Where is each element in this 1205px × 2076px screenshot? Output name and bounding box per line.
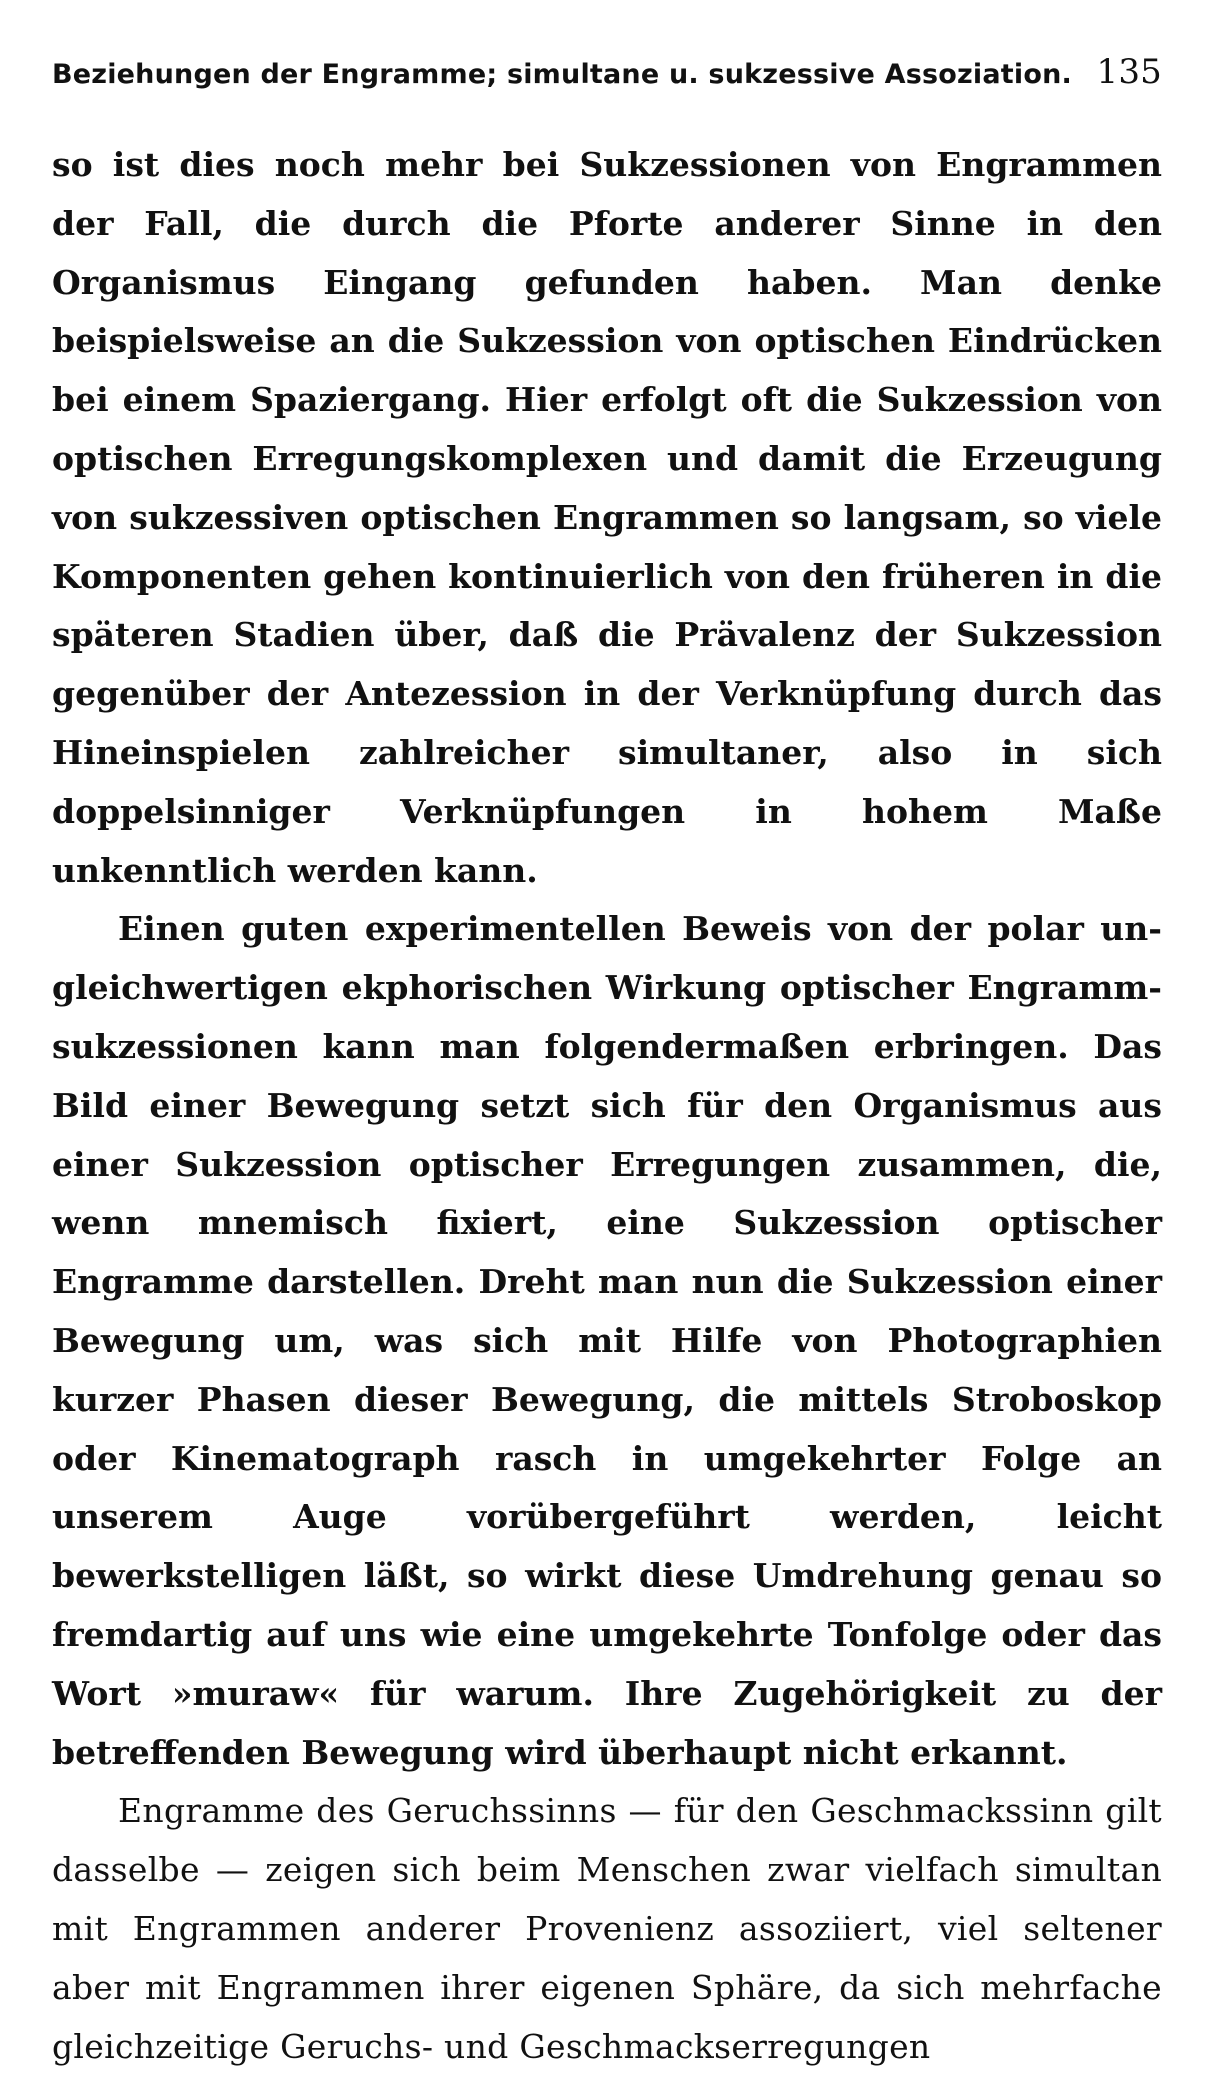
- running-title: Beziehungen der Engramme; simultane u. sukzessive Assoziation.: [52, 59, 1072, 90]
- paragraph-2: Einen guten experimentellen Beweis von der polar ungleichwertigen ekphorischen Wirkung optischer Engrammsukzessionen kann man folgendermaßen erbringen. Das Bild einer Bewegung setzt sich für den Organismus aus einer Sukzession optischer Erregungen zusammen, die, wenn mnemisch fixiert, eine Sukzession optischer Engramme darstellen. Dreht man nun die Sukzession einer Bewegung um, was sich mit Hilfe von Photographien kurzer Phasen dieser Bewegung, die mittels Stroboskop oder Kinematograph rasch in umgekehrter Folge an unserem Auge vorübergeführt werden, leicht bewerkstelligen läßt, so wirkt diese Umdrehung genau so fremdartig auf uns wie eine umgekehrte Tonfolge oder das Wort »muraw« für warum. Ihre Zugehörigkeit zu der betreffenden Bewegung wird überhaupt nicht erkannt.: [52, 909, 1162, 1772]
- body-text: [52, 136, 1162, 2076]
- paragraph-1: so ist dies noch mehr bei Sukzessionen von Engrammen der Fall, die durch die Pforte anderer Sinne in den Organismus Eingang gefunden haben. Man denke beispielsweise an die Sukzession von optischen Eindrücken bei einem Spaziergang. Hier erfolgt oft die Sukzession von optischen Erregungskomplexen und damit die Erzeugung von sukzessiven optischen Engrammen so langsam, so viele Komponenten gehen kontinuierlich von den früheren in die späteren Stadien über, daß die Prävalenz der Sukzession gegenüber der Antezession in der Verknüpfung durch das Hineinspielen zahlreicher simultaner, also in sich doppelsinniger Verknüpfungen in hohem Maße unkenntlich werden kann.: [52, 145, 1162, 890]
- page-number: 135: [1096, 52, 1162, 92]
- paragraph-3: Engramme des Geruchssinns — für den Geschmackssinn gilt dasselbe — zeigen sich beim Menschen zwar vielfach simultan mit Engrammen anderer Provenienz assoziiert, viel seltener aber mit Engrammen ihrer eigenen Sphäre, da sich mehrfache gleichzeitige Geruchs- und Geschmackserregungen: [52, 1791, 1162, 2066]
- book-page: [52, 52, 1162, 2066]
- running-head: [52, 52, 1162, 122]
